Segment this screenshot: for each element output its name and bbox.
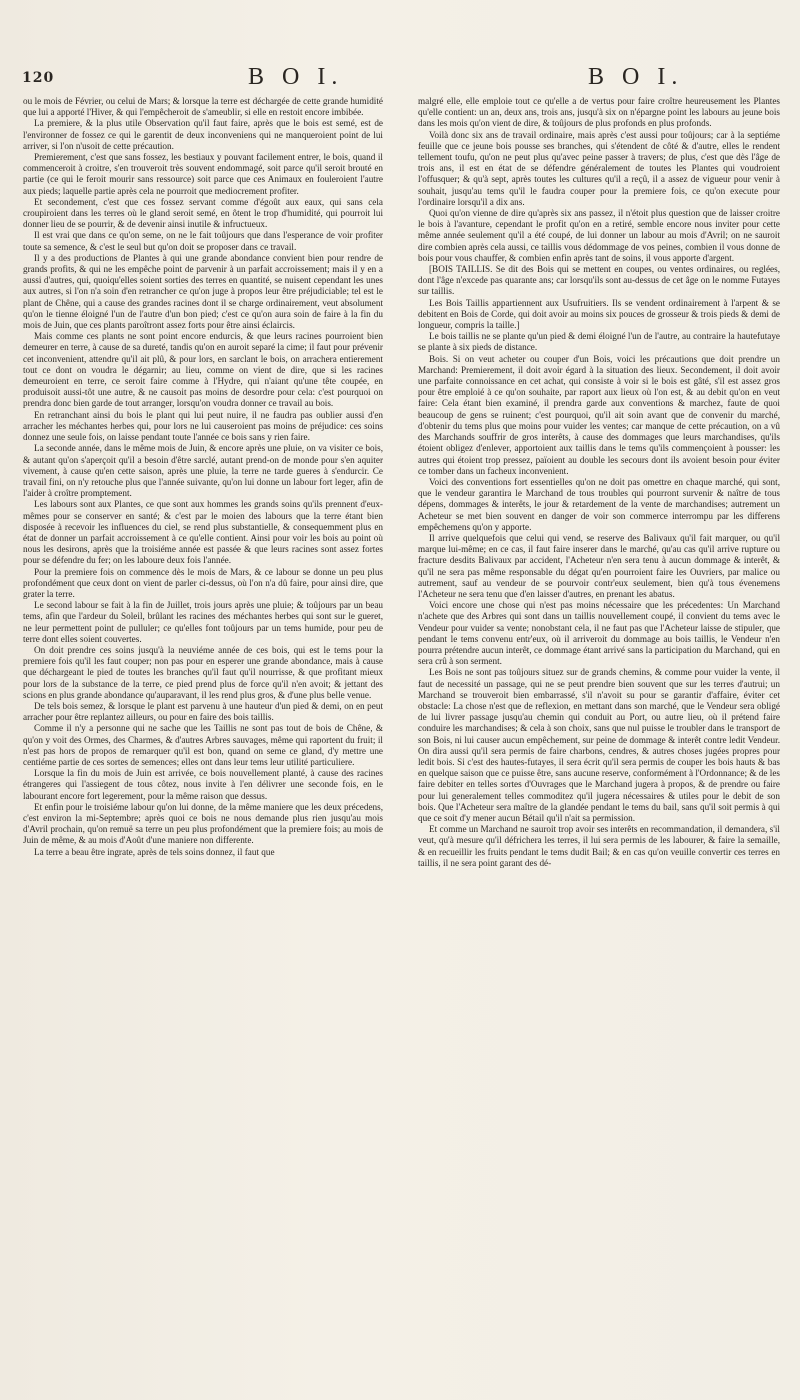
paragraph: Mais comme ces plants ne sont point encore endurcis, & que leurs racines pourroient bien demeurer en terre, à cause de sa dureté, tandis qu'on en auroit separé la cime; il faut pour prévenir cet inconvenient, attendre qu'il ait plû, & pour lors, en sarclant le bois, on arrachera entierement tout ce dont on voudra le dégarnir; au lieu, comme on vient de dire, que si les racines demeuroient en terre, ce seroit faire comme à l'Hydre, qui n'aiant qu'une tête coupée, en produisoit aussi-tôt une autre, & ne causoit pas moins de desordre pour cela: c'est pourquoi on prendra donc bien garde de tout arranger, lorsqu'on voudra donner ce travail au bois. [23,331,383,409]
paragraph: Et enfin pour le troisiéme labour qu'on lui donne, de la même maniere que les deux précedens, c'est environ la mi-Septembre; après quoi ce bois ne nous demande plus rien jusqu'au mois d'Avril prochain, qu'on remuë sa terre un peu plus profondément que la premiere fois; au mois de Juin de même, & au mois d'Août d'une maniere non differente. [23,801,383,846]
paragraph: Quoi qu'on vienne de dire qu'après six ans passez, il n'étoit plus question que de laisser croitre le bois à l'avanture, cependant le profit qu'on en a retiré, semble encore nous inviter pour cette même année seulement qu'il a été coupé, de lui donner un labour au mois d'Avril; on ne sauroit dire combien après cela aussi, ce taillis vous dédommage de vos peines, combien il vous donne de bois pour vous chauffer, & combien enfin après tant de soins, il vous apporte d'argent. [418,208,780,263]
paragraph: On doit prendre ces soins jusqu'à la neuviéme année de ces bois, qui est le tems pour la premiere fois qu'il les faut couper; non pas pour en esperer une grande abondance, mais à cause que déchargeant le pied de toutes les branches qu'il faut qu'il nourrisse, & que profitant mieux pour lors de la substance de la terre, ce pied prend plus de force qu'il n'en avoit; & jettant des scions en plus grande abondance qu'auparavant, il les rend plus gros, & d'une plus belle venue. [23,644,383,700]
left-text-column [23,96,383,1351]
paragraph: Les Bois ne sont pas toûjours situez sur de grands chemins, & comme pour vuider la vente, il faut de necessité un passage, qui ne se peut prendre bien souvent que sur les terres d'autrui; un Marchand se trouveroit bien embarrassé, s'il n'avoit su pour se garantir d'affaire, éviter cet obstacle: La chose n'est que de reflexion, en mettant dans son marché, que le Vendeur sera obligé de lui livrer passage jusqu'au chemin qui conduit au Port, ou autre lieu, où il prétend faire conduire les marchandises; & cela à son choix, sans que nul puisse le troubler dans le transport de son Bois, ni lui causer aucun empêchement, sur peine de dommage & interêt contre ledit Vendeur. On dira aussi qu'il sera permis de faire charbons, cendres, & autres choses jugées propres pour ledit bois. Si c'est des hautes-futayes, il sera écrit qu'il sera permis de couper les bois hauts & bas en quelque saison que ce puisse être, sans aucune reserve, conformément à l'Ordonnance; & de les faire debiter en telles sortes d'Ouvrages que le Marchand jugera à propos, & de prendre ou faire pour lui generalement telles commoditez qu'il jugera nécessaires & utiles pour le debit de son bois. Que l'Acheteur sera maître de la glandée pendant le tems du bail, sans qu'il soit permis à qui que ce soit d'y mener aucun Bétail qu'il n'ait sa permission. [418,667,780,823]
paragraph: ou le mois de Février, ou celui de Mars; & lorsque la terre est déchargée de cette grande humidité que lui a apporté l'Hiver, & qui l'empêcheroit de s'ameublir, si elle en restoit encore imbibée. [23,96,383,118]
paragraph: malgré elle, elle emploie tout ce qu'elle a de vertus pour faire croître heureusement les Plantes qu'elle contient: un an, deux ans, trois ans, jusqu'à six on n'épargne point les labours au jeune bois dans les mois qu'on vient de dire, & toûjours de plus profonds en plus profonds. [418,96,780,129]
paragraph: Voilà donc six ans de travail ordinaire, mais après c'est aussi pour toûjours; car à la septiéme feuille que ce jeune bois pousse ses branches, qui s'étendent de côté & d'autre, elles le rendent tellement toufu, qu'on ne peut plus qu'avec peine passer à travers; de plus, c'est que dès l'âge de trois ans, il est en état de se défendre généralement de toutes les Plantes qui voudroient l'offusquer; & qu'à sept, après toutes les cultures qu'il a reçû, il a assez de vigueur pour venir à souhait, jusqu'au tems qu'il le faudra couper pour la premiere fois, ce qu'on execute pour l'ordinaire lorsqu'il a dix ans. [418,129,780,207]
paragraph: Bois. Si on veut acheter ou couper d'un Bois, voici les précautions que doit prendre un Marchand: Premierement, il doit avoir égard à la situation des lieux. Secondement, il doit avoir une parfaite connoissance en cet achat, qui consiste à voir si le bois est gâté, s'il est assez gros pour être emploié à ce qu'on souhaite, par raport aux lieux où l'on est, & au debit qu'on en veut faire: Cela étant bien examiné, il prendra garde aux conventions & marchez, faute de quoi beaucoup de gens se ruinent; c'est pourquoi, qu'il ait soin avant que de convenir du marché, d'obtenir du tems plus que moins pour vuider les ventes; car manque de cette précaution, on a vû des Marchands souffrir de gros interêts, à cause des dommages que leurs marchandises, qu'ils étoient obligez d'enlever, apportoient aux taillis dans le tems qu'ils commençoient à pousser: les autres qui étoient trop pressez, païoient au double les secours dont ils avoient besoin pour éviter ce tomber dans un facheux inconvenient. [418,353,780,476]
right-text-column [418,96,780,1351]
page-number: 120 [22,70,55,86]
paragraph: En retranchant ainsi du bois le plant qui lui peut nuire, il ne faudra pas oublier aussi d'en arracher les méchantes herbes qui, pour lors ne lui causeroient pas moins de préjudice: ces soins donnez une seule fois, on laisse pendant toute l'année ce bois sans y rien faire. [23,409,383,443]
paragraph: [BOIS TAILLIS. Se dit des Bois qui se mettent en coupes, ou ventes ordinaires, ou reglées, dont l'âge n'excede pas quarante ans; car lorsqu'ils sont au-dessus de cet âge on le nomme Futayes sur taillis. [418,264,780,297]
paragraph: Les labours sont aux Plantes, ce que sont aux hommes les grands soins qu'ils prennent d'eux-mêmes pour se conserver en santé; & c'est par le moien des labours que la terre étant bien disposée à recevoir les influences du ciel, se rend plus substantielle, & consequemment plus en état de donner un parfait accroissement à ce qu'elle contient. Ainsi pour voir les bois au point où nous les desirons, après que la troisiéme année est passée & que leurs racines sont assez fortes pour se défendre du fer; on les laboure deux fois l'année. [23,499,383,566]
paragraph: De tels bois semez, & lorsque le plant est parvenu à une hauteur d'un pied & demi, on en peut arracher pour être replantez ailleurs, ou pour en faire des bois taillis. [23,700,383,723]
running-head-right: B O I. [588,64,684,90]
paragraph: Comme il n'y a personne qui ne sache que les Taillis ne sont pas tout de bois de Chêne, & qu'on y voit des Ormes, des Charmes, & d'autres Arbres sauvages, même qui raportent du fruit; il n'est pas hors de propos de remarquer qu'il est bon, quand on seme ce gland, d'y mettre une centiéme partie de ces sortes de semences; elles ont dans leur tems leur utilité particuliere. [23,723,383,767]
paragraph: Voici des conventions fort essentielles qu'on ne doit pas omettre en chaque marché, qui sont, que le vendeur garantira le Marchand de tous troubles qui pourront survenir & naître de tous dépens, dommages & interêts, le jour & retardement de la vente de marchandises; autrement un Acheteur se met bien souvent en danger de voir son commerce interrompu par les differens empêchemens qu'on y apporte. [418,476,780,532]
paragraph: Il y a des productions de Plantes à qui une grande abondance convient bien pour rendre de grands profits, & qui ne les empêche point de parvenir à un parfait accroissement; mais il y en a aussi d'autres, qui, quoiqu'elles soient sorties des terres en quantité, se nuisent cependant les unes aux autres, si l'on n'a soin d'en retrancher ce qu'on juge à propos leur être préjudiciable; tel est le plant de Chêne, qui a cause des grandes racines dont il se charge ordinairement, veut absolument qu'on le tienne éloigné l'un de l'autre d'un bon pied; c'est ce qu'on aura soin de faire à la fin du mois de Juin, que ces plants paroîtront assez forts pour être ainsi éclaircis. [23,252,383,331]
paragraph: Le second labour se fait à la fin de Juillet, trois jours après une pluie; & toûjours par un beau tems, afin que l'ardeur du Soleil, brûlant les racines des méchantes herbes qui sont sur le gueret, ne leur permettent point de pulluler; ce qu'elles font toûjours par un tems humide, pour peu de terre dont elles soient couvertes. [23,600,383,644]
paragraph: Voici encore une chose qui n'est pas moins nécessaire que les précedentes: Un Marchand n'achete que des Arbres qui sont dans un taillis nouvellement coupé, il convient du tems avec le Vendeur pour vuider sa vente; nonobstant cela, il ne faut pas que l'Acheteur laisse de stipuler, que pendant le tems convenu entr'eux, où il arriveroit du dommage au bois taillis, le Vendeur n'en pourra prétendre aucun interêt, ce dommage étant arrivé sans la participation du Marchand, qui en sera crû à son serment. [418,600,780,667]
paragraph: Et comme un Marchand ne sauroit trop avoir ses interêts en recommandation, il demandera, s'il veut, qu'à mesure qu'il défrichera les terres, il lui sera permis de les labourer, & faire la semaille, & en recueillir les fruits pendant le tems dudit Bail; & en cas qu'on veuille convertir ces terres en taillis, il ne sera point garant des dé- [418,824,780,868]
paragraph: La terre a beau être ingrate, après de tels soins donnez, il faut que [34,846,275,857]
paragraph: Premierement, c'est que sans fossez, les bestiaux y pouvant facilement entrer, le bois, quand il commenceroit à croitre, s'en trouveroit très souvent endommagé, soit parce qu'il seroit brouté en partie (ce qui le feroit mourir sans ressource) soit parce que ces Animaux en fouleroient l'autre aux pieds; laquelle partie après cela ne pourroit que mediocrement profiter. [23,152,383,196]
paragraph: Les Bois Taillis appartiennent aux Usufruitiers. Ils se vendent ordinairement à l'arpent & se debitent en Bois de Corde, qui doit avoir au moins six pouces de grosseur & trois pieds & demi de longueur, compris la taille.] [418,297,780,331]
paragraph: Le bois taillis ne se plante qu'un pied & demi éloigné l'un de l'autre, au contraire la hautefutaye se plante à six pieds de distance. [418,331,780,353]
paragraph: Et secondement, c'est que ces fossez servant comme d'égoût aux eaux, qui sans cela croupiroient dans les terres où le gland seroit semé, en ôtent le trop d'humidité, qui pourroit lui donner lieu de se pourrir, & de devenir ainsi inutile & infructueux. [23,196,383,230]
paragraph: Pour la premiere fois on commence dès le mois de Mars, & ce labour se donne un peu plus profondément que ceux dont on vient de parler ci-dessus, où l'on n'a dû faire, pour ainsi dire, que grater la terre. [23,566,383,599]
paragraph: Il est vrai que dans ce qu'on seme, on ne le fait toûjours que dans l'esperance de voir profiter toute sa semence, & c'est le seul but qu'on doit se proposer dans ce travail. [23,230,383,252]
paragraph: Il arrive quelquefois que celui qui vend, se reserve des Balivaux qu'il fait marquer, ou qu'il marque lui-même; en ce cas, il faut faire inserer dans le marché, qu'au cas qu'il arrive rupture ou fracture desdits Balivaux par accident, l'Acheteur n'en sera tenu à aucun dommage & interêt, & qu'il ne sera pas même responsable du dégat qu'en pourroient faire les Ouvriers, par malice ou autrement, sauf au vendeur de se pourvoir contr'eux seulement, bien qu'à tous évenemens l'Acheteur ne sera tenu que d'en laisser d'autres, en prenant les abatus. [418,532,780,599]
paragraph: La seconde année, dans le même mois de Juin, & encore après une pluie, on va visiter ce bois, & autant qu'on s'aperçoit qu'il a besoin d'être sarclé, autant prend-on de monde pour s'en aquiter vivement, à cause qu'en cette saison, après une pluie, la terre ne tarde gueres à s'endurcir. Ce travail fini, on n'y retouche plus que l'année suivante, qu'on lui donne un labour fort leger, afin de l'aider à croître promptement. [23,443,383,499]
running-head-left: B O I. [248,64,344,90]
paragraph: La premiere, & la plus utile Observation qu'il faut faire, après que le bois est semé, est de l'environner de fossez ce qui le garentit de deux inconveniens qui ne manqueroient point de lui arriver, si l'on n'usoit de cette précaution. [23,118,383,151]
page-header [22,64,778,94]
paragraph: Lorsque la fin du mois de Juin est arrivée, ce bois nouvellement planté, à cause des racines étrangeres qui l'assiegent de tous côtez, nous invite à l'en délivrer une seconde fois, en le labourant encore fort legerement, pour la même raison que dessus. [23,768,383,801]
